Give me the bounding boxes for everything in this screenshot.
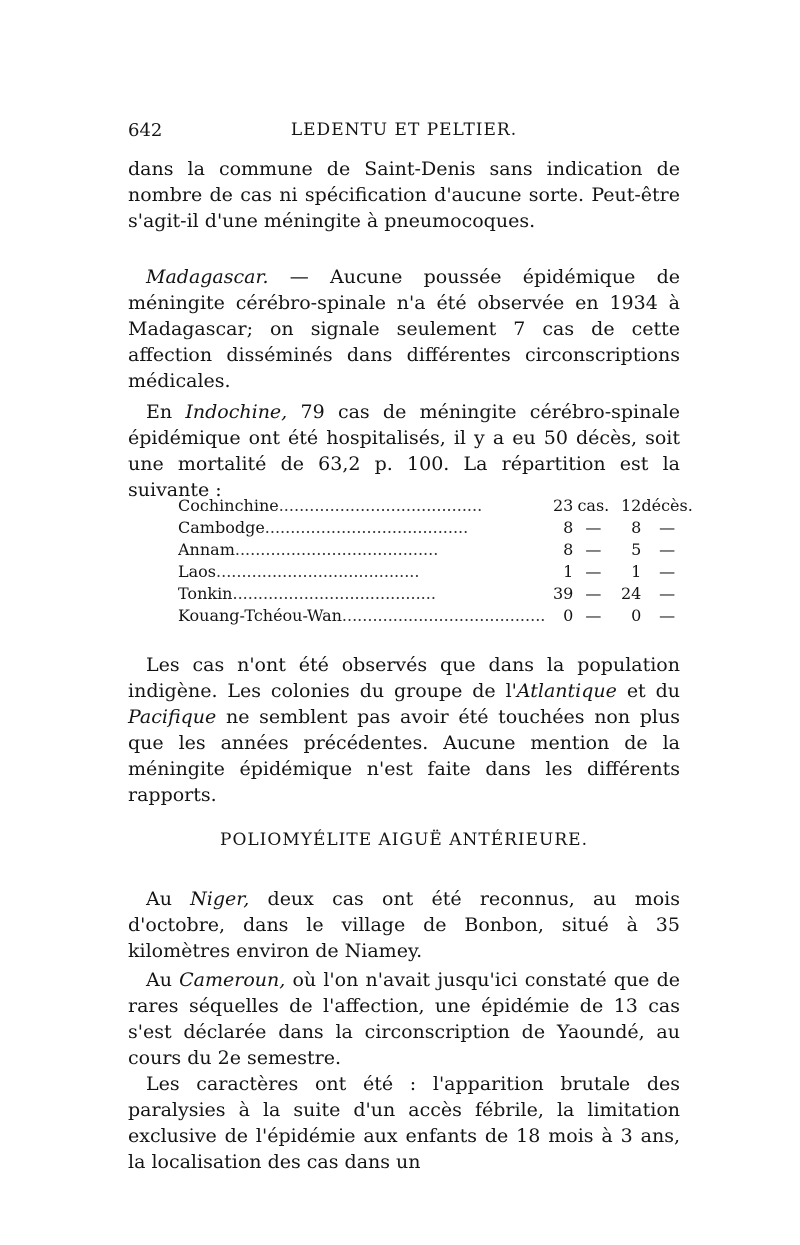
paragraph-madagascar: [128, 264, 680, 394]
table-row: [178, 517, 693, 539]
table-row: [178, 495, 693, 517]
table-row: [178, 561, 693, 583]
row-cases-label: —: [585, 606, 602, 625]
paragraph-cameroun-part1: Au Cameroun, où l'on n'avait jusqu'ici constaté que de rares séquelles de l'affection, une épidémie de 13 cas s'est déclarée dans la circonscription de Yaoundé, au cours du 2e semestre.: [128, 969, 681, 1069]
row-name: Cochinchine........................................: [178, 496, 483, 515]
row-name: Annam........................................: [178, 540, 439, 559]
row-deaths-label: —: [659, 540, 676, 559]
row-name: Kouang-Tchéou-Wan........................................: [178, 606, 546, 625]
paragraph-madagascar-text: — Aucune poussée épidémique de méningite cérébro-spinale n'a été observée en 1934 à Madagascar; on signale seulement 7 cas de cette affection disséminés dans différentes circonscriptions médicales.: [128, 266, 680, 392]
row-deaths: 1: [631, 562, 642, 581]
row-cases: 0: [563, 606, 574, 625]
place-atlantique: Atlantique: [516, 680, 617, 702]
table-row: [178, 605, 693, 627]
row-name: Cambodge........................................: [178, 518, 469, 537]
row-cases-label: —: [585, 562, 602, 581]
row-cases: 1: [563, 562, 574, 581]
row-name: Tonkin........................................: [178, 584, 436, 603]
row-deaths-label: —: [659, 562, 676, 581]
paragraph-observations: Les cas n'ont été observés que dans la population indigène. Les colonies du groupe de l'Atlantique et du Pacifique ne semblent pas avoir été touchées non plus que les années précédentes. Aucune mention de la méningite épidémique n'est faite dans les différents rapports.: [128, 654, 680, 806]
section-title: POLIOMYÉLITE AIGUË ANTÉRIEURE.: [220, 830, 588, 850]
running-header: [128, 120, 680, 146]
row-deaths: 5: [631, 540, 642, 559]
row-name: Laos........................................: [178, 562, 420, 581]
row-cases-label: —: [585, 540, 602, 559]
table-row: [178, 583, 693, 605]
row-cases: 23: [553, 496, 574, 515]
row-cases: 8: [563, 518, 574, 537]
page-number: 642: [128, 120, 163, 141]
paragraph-indochine-lead: En: [146, 401, 186, 423]
row-deaths-label: —: [659, 606, 676, 625]
place-indochine: Indochine,: [185, 401, 288, 423]
row-deaths: 12: [621, 496, 642, 515]
table-row: [178, 539, 693, 561]
row-cases: 8: [563, 540, 574, 559]
row-deaths: 0: [631, 606, 642, 625]
row-cases: 39: [553, 584, 574, 603]
paragraph-saint-denis: dans la commune de Saint-Denis sans indication de nombre de cas ni spécification d'aucune sorte. Peut-être s'agit-il d'une méningite à pneumocoques.: [128, 158, 680, 232]
row-deaths-label: —: [659, 518, 676, 537]
cases-table: [178, 495, 693, 627]
row-deaths: 8: [631, 518, 642, 537]
place-cameroun: Cameroun,: [179, 969, 286, 991]
paragraph-niger: Au Niger, deux cas ont été reconnus, au mois d'octobre, dans le village de Bonbon, situé à 35 kilomètres environ de Niamey.: [128, 888, 681, 962]
paragraph-cameroun-part2: Les caractères ont été : l'apparition brutale des paralysies à la suite d'un accès fébrile, la limitation exclusive de l'épidémie aux enfants de 18 mois à 3 ans, la localisation des cas dans un: [128, 1073, 680, 1173]
paragraph-cameroun: [128, 967, 680, 1175]
place-pacifique: Pacifique: [128, 706, 217, 728]
row-deaths-label: —: [659, 584, 676, 603]
paragraph-indochine: [128, 399, 680, 503]
row-deaths-label: décès.: [641, 496, 693, 515]
row-deaths: 24: [621, 584, 642, 603]
row-cases-label: —: [585, 584, 602, 603]
place-madagascar: Madagascar.: [146, 266, 269, 288]
row-cases-label: —: [585, 518, 602, 537]
paragraph-indochine-text: 79 cas de méningite cérébro-spinale épidémique ont été hospitalisés, il y a eu 50 décès, soit une mortalité de 63,2 p. 100. La répartition est la suivante :: [128, 401, 680, 501]
running-title: LEDENTU ET PELTIER.: [290, 120, 518, 140]
place-niger: Niger,: [190, 888, 250, 910]
row-cases-label: cas.: [577, 496, 610, 515]
